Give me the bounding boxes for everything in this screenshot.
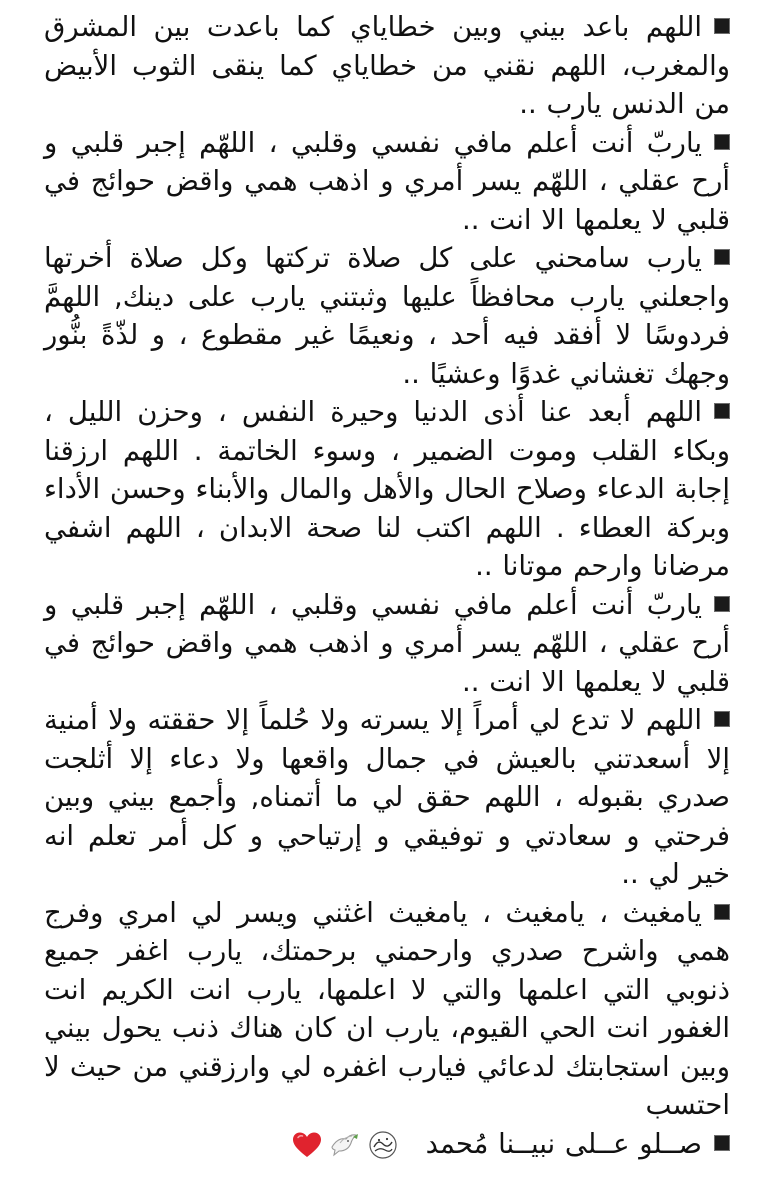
paragraph-1-text: اللهم باعد بيني وبين خطاياي كما باعدت بين المشرق والمغرب، اللهم نقني من خطاياي كما ينقى الثوب الأبيض من الدنس يارب ..	[44, 11, 730, 120]
paragraph-7	[44, 894, 730, 1125]
black-square-bullet-icon	[714, 249, 730, 265]
dove-icon	[328, 1131, 360, 1159]
signoff-emojis	[292, 1125, 408, 1164]
black-square-bullet-icon	[714, 18, 730, 34]
heart-icon	[292, 1131, 322, 1159]
paragraph-5-text: ياربّ أنت أعلم مافي نفسي وقلبي ، اللهّم إجبر قلبي و أرح عقلي ، اللهّم يسر أمري و اذهب همي واقض حوائج في قلبي لا يعلمها الا انت ..	[44, 588, 730, 698]
black-square-bullet-icon	[714, 403, 730, 419]
black-square-bullet-icon	[714, 596, 730, 612]
black-square-bullet-icon	[714, 711, 730, 727]
signoff-text: صــلو عــلى نبيــنا مُحمد	[425, 1127, 702, 1160]
black-square-bullet-icon	[714, 1135, 730, 1151]
paragraph-6	[44, 701, 730, 894]
black-square-bullet-icon	[714, 134, 730, 150]
paragraph-3	[44, 239, 730, 393]
paragraph-3-text: يارب سامحني على كل صلاة تركتها وكل صلاة أخرتها واجعلني يارب محافظاً عليها وثبتني يارب على دينك, اللهمَّ فردوسًا لا أفقد فيه أحد ، ونعيمًا غير مقطوع ، و لذّةً بنُّور وجهك تغشاني غدوًا وعشيًا ..	[44, 242, 730, 390]
black-square-bullet-icon	[714, 904, 730, 920]
paragraph-7-text: يامغيث ، يامغيث ، يامغيث اغثني ويسر لي امري وفرج همي واشرح صدري وارحمني برحمتك، يارب اغفر جميع ذنوبي التي اعلمها والتي لا اعلمها، يارب انت الكريم انت الغفور انت الحي القيوم، يارب ان كان هناك ذنب يحول بيني وبين استجابتك لدعائي فيارب اغفره لي وارزقني من حيث لا احتسب	[44, 896, 730, 1121]
signoff-line	[44, 1125, 730, 1164]
paragraph-4	[44, 393, 730, 586]
pbuh-calligraphy-icon	[366, 1130, 400, 1160]
paragraph-5	[44, 586, 730, 702]
paragraph-6-text: اللهم لا تدع لي أمراً إلا يسرته ولا حُلماً إلا حققته ولا أمنية إلا أسعدتني بالعيش في جمال واقعها ولا دعاء إلا أثلجت صدري بقبوله ، اللهم حقق لي ما أتمناه, وأجمع بيني وبين فرحتي و سعادتي و توفيقي و إرتياحي و كل أمر تعلم انه خير لي ..	[44, 704, 730, 890]
paragraph-2	[44, 124, 730, 240]
paragraph-1	[44, 8, 730, 124]
paragraph-4-text: اللهم أبعد عنا أذى الدنيا وحيرة النفس ، وحزن الليل ، وبكاء القلب وموت الضمير ، وسوء الخاتمة . اللهم ارزقنا إجابة الدعاء وصلاح الحال والأهل والمال والأبناء وحسن الأداء وبركة العطاء . اللهم اكتب لنا صحة الابدان ، اللهم اشفي مرضانا وارحم موتانا ..	[44, 396, 730, 582]
paragraph-2-text: ياربّ أنت أعلم مافي نفسي وقلبي ، اللهّم إجبر قلبي و أرح عقلي ، اللهّم يسر أمري و اذهب همي واقض حوائج في قلبي لا يعلمها الا انت ..	[44, 126, 730, 236]
